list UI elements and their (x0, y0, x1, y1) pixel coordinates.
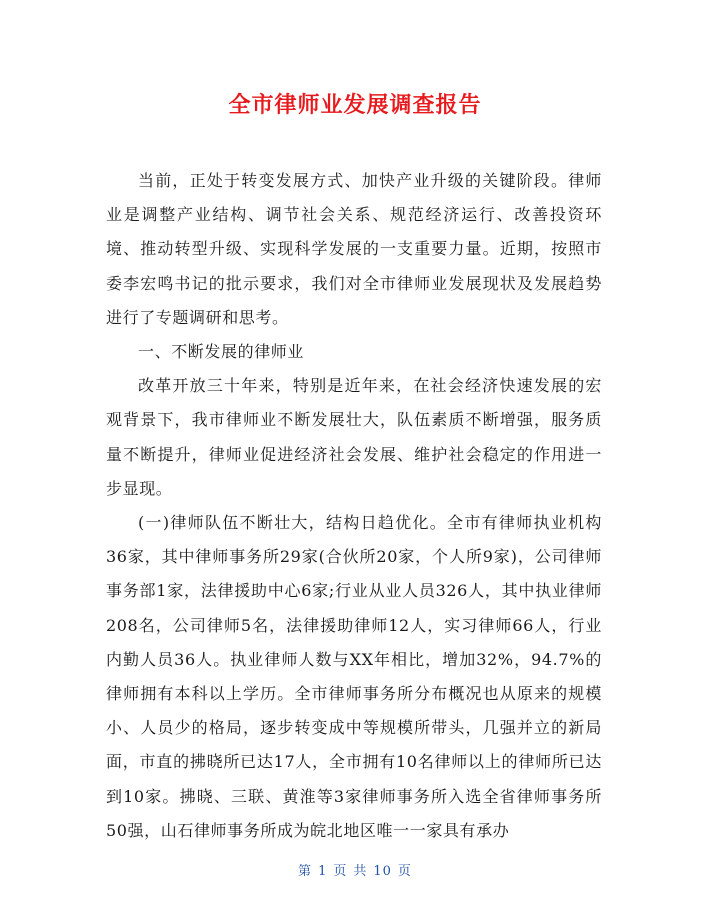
page-footer (0, 860, 710, 879)
footer-page-word: 第 (298, 864, 313, 879)
paragraph-team-growth: (一)律师队伍不断壮大，结构日趋优化。全市有律师执业机构36家，其中律师事务所29家(合伙所20家，个人所9家)，公司律师事务部1家，法律援助中心6家;行业从业人员326人，其中执业律师208名，公司律师5名，法律援助律师12人，实习律师66人，行业内勤人员36人。执业律师人数与XX年相比，增加32%，94.7%的律师拥有本科以上学历。全市律师事务所分布概况也从原来的规模小、人员少的格局，逐步转变成中等规模所带头，几强并立的新局面，市直的拂晓所已达17人，全市拥有10名律师以上的律师所已达到10家。拂晓、三联、黄淮等3家律师事务所入选全省律师事务所50强，山石律师事务所成为皖北地区唯一一家具有承办 (106, 513, 602, 840)
section-heading: 一、不断发展的律师业 (138, 342, 305, 362)
footer-total-unit: 页 (397, 864, 412, 879)
document-title: 全市律师业发展调查报告 (228, 93, 482, 118)
footer-total-number: 10 (373, 864, 392, 879)
footer-total-word: 共 (353, 864, 368, 879)
paragraph-intro: 当前，正处于转变发展方式、加快产业升级的关键阶段。律师业是调整产业结构、调节社会关系、规范经济运行、改善投资环境、推动转型升级、实现科学发展的一支重要力量。近期，按照市委李宏鸣书记的批示要求，我们对全市律师业发展现状及发展趋势进行了专题调研和思考。 (106, 171, 602, 327)
paragraph-background: 改革开放三十年来，特别是近年来，在社会经济快速发展的宏观背景下，我市律师业不断发展壮大，队伍素质不断增强，服务质量不断提升，律师业促进经济社会发展、维护社会稳定的作用进一步显现。 (106, 376, 602, 498)
footer-page-number: 1 (318, 864, 328, 879)
document-body (106, 164, 602, 848)
footer-page-unit: 页 (333, 864, 348, 879)
